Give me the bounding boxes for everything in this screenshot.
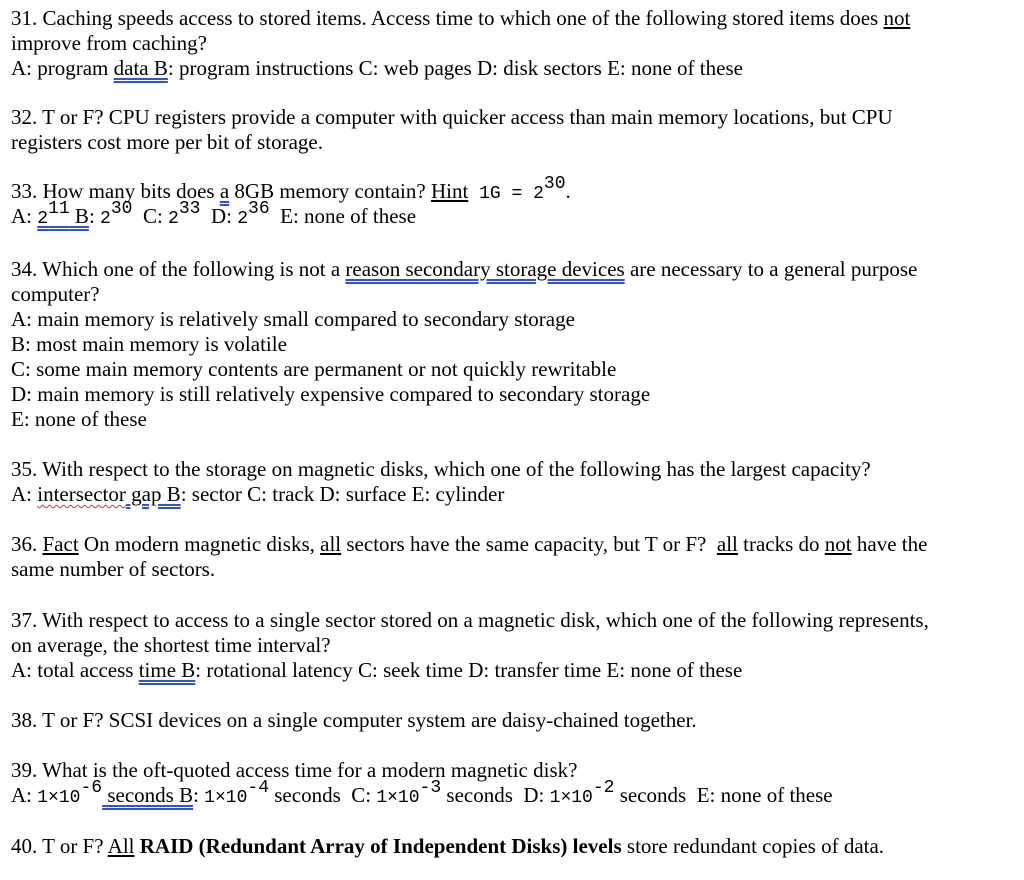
q39-options: A: $1\times 10^{-6}$ seconds B: $1\times 10^{-4}$ seconds C: $1\times 10^{-3}$ seconds D: $1\times 10^{-2}$ seconds E: none of these [11,778,833,808]
q34-line1: 34. Which one of the following is not a reason secondary storage devices are necessary to a general purpose [11,257,918,281]
quiz-page [11,6,1016,858]
q31-grammar-mark[interactable]: data B [113,56,168,80]
q32-line1: 32. T or F? CPU registers provide a computer with quicker access than main memory locations, but CPU [11,105,893,129]
q34-option-b: B: most main memory is volatile [11,332,287,356]
q33-grammar-mark-2[interactable]: $2^{11}$ B [37,199,89,229]
q39-grammar-mark[interactable]: seconds B [102,783,194,807]
question-31 [11,6,1016,81]
question-34 [11,257,1016,432]
q34-grammar-mark[interactable]: reason secondary storage devices [345,257,625,281]
q37-grammar-mark[interactable]: time B [138,658,196,682]
question-40 [11,834,1016,859]
q31-line1: 31. Caching speeds access to stored items. Access time to which one of the following stored items does not [11,6,911,30]
question-33 [11,174,1016,229]
q34-option-a: A: main memory is relatively small compared to secondary storage [11,307,575,331]
question-32 [11,105,1016,155]
q31-line2: improve from caching? [11,31,207,55]
q31-not: not [883,6,911,30]
q31-options: A: program data B: program instructions C: web pages D: disk sectors E: none of these [11,56,743,80]
question-39 [11,758,1016,808]
q40-bold-raid: RAID (Redundant Array of Independent Disks) levels [139,834,622,858]
question-36 [11,532,1016,582]
question-38 [11,708,1016,733]
q35-grammar-mark[interactable]: gap B [125,482,181,506]
question-37 [11,608,1016,683]
q33-options: A: $2^{11}$ B: $2^{30}$ C: $2^{33}$ D: $2^{36}$ E: none of these [11,199,417,229]
q35-spelling-mark[interactable]: intersector [37,482,126,506]
q33-grammar-mark[interactable]: a [219,179,230,203]
q33-line1: 33. How many bits does a 8GB memory contain? Hint $1G = 2^{30}$. [11,174,571,204]
q37-options: A: total access time B: rotational latency C: seek time D: transfer time E: none of these [11,658,743,682]
q39-line1: 39. What is the oft-quoted access time for a modern magnetic disk? [11,758,578,782]
q34-option-c: C: some main memory contents are permanent or not quickly rewritable [11,357,617,381]
q35-line1: 35. With respect to the storage on magnetic disks, which one of the following has the largest capacity? [11,457,871,481]
q38-line1: 38. T or F? SCSI devices on a single computer system are daisy-chained together. [11,708,697,732]
q37-line2: on average, the shortest time interval? [11,633,331,657]
q37-line1: 37. With respect to access to a single sector stored on a magnetic disk, which one of the following represents, [11,608,929,632]
q34-option-e: E: none of these [11,407,147,431]
q36-line2: same number of sectors. [11,557,216,581]
q33-hint: Hint [430,179,469,203]
question-35 [11,457,1016,507]
q32-line2: registers cost more per bit of storage. [11,130,323,154]
q40-line1: 40. T or F? All RAID (Redundant Array of Independent Disks) levels store redundant copies of data. [11,834,885,858]
q35-options: A: intersector gap B: sector C: track D: surface E: cylinder [11,482,505,506]
q34-option-d: D: main memory is still relatively expensive compared to secondary storage [11,382,651,406]
q36-line1: 36. Fact On modern magnetic disks, all sectors have the same capacity, but T or F? all tracks do not have the [11,532,928,556]
q34-line2: computer? [11,282,100,306]
